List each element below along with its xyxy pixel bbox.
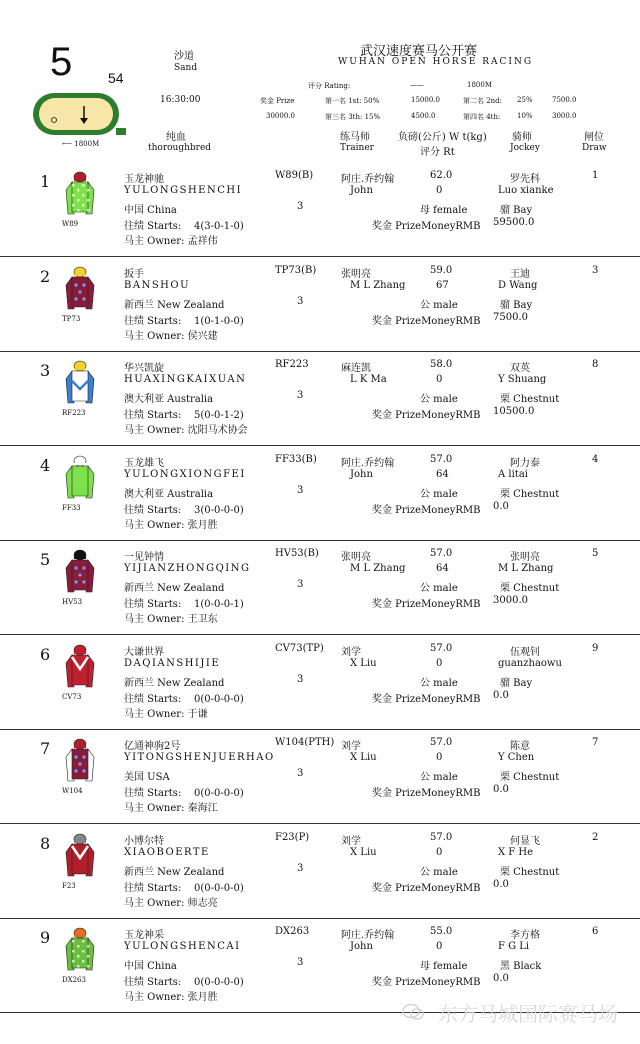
trainer-en: X Liu: [350, 752, 377, 763]
owner-value: 张月胜: [187, 992, 218, 1003]
jockey-en: Y Chen: [498, 752, 535, 763]
owner-label: 马主 Owner:: [124, 330, 185, 342]
runner-number: 9: [40, 928, 51, 947]
jockey-cn: 伍观钊: [510, 646, 540, 658]
trainer-cn: 阿庄.乔约翰: [341, 174, 395, 185]
jockey-silks-icon: [62, 643, 98, 689]
title-cn: 武汉速度赛马公开赛: [360, 44, 478, 59]
owner-row: [124, 327, 218, 342]
horse-name-en: YULONGSHENCAI: [124, 941, 241, 952]
owner-label: 马主 Owner:: [124, 803, 185, 814]
starts-label: 往绩 Starts:: [124, 788, 182, 799]
weight: 57.0: [430, 453, 453, 465]
jockey-silks-icon: [62, 832, 98, 878]
starts-row: [124, 217, 244, 232]
race-number: 5: [50, 40, 73, 84]
starts-row: [124, 501, 244, 516]
draw: 6: [592, 926, 599, 937]
starts-label: 往绩 Starts:: [124, 977, 182, 988]
race-header: [0, 0, 640, 160]
trainer-cn: 刘学: [341, 835, 361, 847]
horse-sex: 公 male: [420, 583, 458, 594]
horse-name-en: YITONGSHENJUERHAO: [124, 752, 275, 763]
prize-4th-label: 第四名 4th:: [463, 113, 501, 121]
starts-row: [124, 406, 244, 421]
prize-2nd: 7500.0: [552, 96, 577, 104]
owner-label: 马主 Owner:: [124, 236, 185, 247]
trainer-cn: 刘学: [341, 646, 361, 658]
horse-name-cn: 华兴凯旋: [124, 363, 164, 374]
starts-row: [124, 595, 244, 610]
prize-money: 10500.0: [493, 406, 535, 417]
trainer-en: John: [350, 941, 373, 952]
trainer-en: M L Zhang: [350, 279, 406, 291]
horse-name-en: YULONGXIONGFEI: [124, 468, 246, 480]
runner-count: 54: [108, 70, 124, 86]
owner-value: 张月胜: [187, 519, 218, 531]
runner-row: [0, 446, 640, 541]
starts-value: 0(0-0-0-0): [194, 693, 244, 705]
silk-code: HV53: [62, 598, 83, 606]
rating: 0: [436, 941, 443, 952]
prize-4th-pct: 10%: [517, 112, 533, 120]
owner-label: 马主 Owner:: [124, 897, 185, 909]
horse-country: 美国 USA: [124, 772, 170, 783]
jockey-en: Y Shuang: [498, 374, 547, 385]
jockey-en: guanzhaowu: [498, 657, 562, 669]
owner-row: [124, 894, 218, 909]
jockey-silks-icon: [62, 548, 98, 594]
horse-name-cn: 亿通神驹2号: [124, 741, 181, 752]
starts-row: [124, 784, 244, 799]
silk-code: W104: [62, 787, 83, 795]
horse-code: TP73(B): [275, 264, 317, 276]
horse-country: 新西兰 New Zealand: [124, 583, 225, 594]
draw: 3: [592, 264, 599, 276]
prize-money-label: 奖金 PrizeMoneyRMB: [372, 410, 481, 421]
rating: 0: [436, 752, 443, 763]
prize-money-label: 奖金 PrizeMoneyRMB: [372, 977, 481, 988]
trainer-cn: 阿庄.乔约翰: [341, 457, 395, 469]
prize-money: 3000.0: [493, 595, 528, 606]
weight: 57.0: [430, 548, 453, 559]
horse-name-en: DAQIANSHIJIE: [124, 657, 221, 669]
horse-name-cn: 扳手: [124, 268, 144, 280]
owner-row: [124, 421, 248, 436]
jockey-silks-icon: [62, 170, 98, 216]
starts-label: 往绩 Starts:: [124, 599, 182, 610]
owner-value: 孟祥伟: [187, 236, 218, 247]
track-icon: [30, 88, 126, 140]
starts-label: 往绩 Starts:: [124, 315, 182, 327]
runner-row: [0, 729, 640, 824]
horse-name-cn: 玉龙神驰: [124, 174, 164, 185]
horse-name-en: XIAOBOERTE: [124, 846, 210, 858]
weight: 57.0: [430, 642, 453, 654]
prize-money: 0.0: [493, 973, 509, 984]
prize-money-label: 奖金 PrizeMoneyRMB: [372, 599, 481, 610]
starts-value: 1(0-0-0-1): [194, 599, 244, 610]
horse-age: 3: [297, 295, 304, 307]
draw: 4: [592, 453, 599, 465]
starts-row: [124, 973, 244, 988]
draw: 9: [592, 642, 599, 654]
horse-code: CV73(TP): [275, 642, 324, 654]
horse-color: 骝 Bay: [500, 299, 533, 311]
starts-row: [124, 690, 244, 705]
rating: 0: [436, 846, 443, 858]
horse-sex: 公 male: [420, 394, 458, 405]
jockey-en: X F He: [498, 846, 534, 858]
jockey-cn: 陈意: [510, 741, 530, 752]
horse-age: 3: [297, 957, 304, 968]
starts-value: 5(0-0-1-2): [194, 410, 244, 421]
starts-label: 往绩 Starts:: [124, 693, 182, 705]
prize-1st-label: 第一名 1st: 50%: [325, 97, 380, 105]
starts-label: 往绩 Starts:: [124, 504, 182, 516]
prize-money-label: 奖金 PrizeMoneyRMB: [372, 693, 481, 705]
runner-number: 3: [40, 361, 51, 380]
jockey-cn: 张明亮: [510, 552, 540, 563]
horse-code: W104(PTH): [275, 737, 335, 748]
prize-money: 59500.0: [493, 217, 535, 228]
prize-money-label: 奖金 PrizeMoneyRMB: [372, 315, 481, 327]
horse-color: 栗 Chestnut: [500, 772, 560, 783]
silk-code: TP73: [62, 314, 81, 323]
horse-age: 3: [297, 673, 304, 685]
horse-color: 栗 Chestnut: [500, 583, 560, 594]
horse-code: RF223: [275, 359, 309, 370]
weight: 62.0: [430, 170, 453, 181]
prize-money-label: 奖金 PrizeMoneyRMB: [372, 504, 481, 516]
jockey-silks-icon: [62, 737, 98, 783]
horse-age: 3: [297, 484, 304, 496]
runner-row: [0, 257, 640, 352]
horse-age: 3: [297, 579, 304, 590]
owner-label: 马主 Owner:: [124, 992, 185, 1003]
breed-cn: 纯血: [166, 132, 186, 143]
horse-sex: 公 male: [420, 299, 458, 311]
trainer-en: John: [350, 185, 373, 196]
owner-row: [124, 232, 218, 247]
rating-label: 评分 Rating:: [308, 82, 351, 90]
horse-color: 黑 Black: [500, 961, 542, 972]
trainer-en: X Liu: [350, 846, 377, 858]
col-jockey-en: Jockey: [510, 143, 540, 153]
horse-name-cn: 大谦世界: [124, 646, 164, 658]
jockey-cn: 罗先科: [510, 174, 540, 185]
runner-number: 5: [40, 550, 51, 569]
owner-value: 沈阳马术协会: [187, 425, 248, 436]
race-distance: 1800M: [467, 81, 492, 89]
starts-label: 往绩 Starts:: [124, 410, 182, 421]
horse-name-cn: 小博尔特: [124, 835, 164, 847]
runner-number: 2: [40, 266, 51, 286]
horse-sex: 公 male: [420, 866, 458, 878]
prize-money: 0.0: [493, 878, 509, 890]
jockey-cn: 李方格: [510, 930, 540, 941]
prize-money: 7500.0: [493, 311, 528, 323]
runner-number: 1: [40, 172, 51, 191]
starts-row: [124, 312, 244, 327]
draw: 5: [592, 548, 599, 559]
horse-color: 骝 Bay: [500, 677, 533, 689]
prize-4th: 3000.0: [552, 112, 577, 120]
trainer-en: John: [350, 468, 373, 480]
trainer-cn: 刘学: [341, 741, 361, 752]
col-trainer-cn: 练马师: [340, 132, 370, 143]
starts-label: 往绩 Starts:: [124, 882, 182, 894]
col-weight: 负磅(公斤) W t(kg): [398, 132, 487, 143]
rating: 0: [436, 374, 443, 385]
trainer-en: L K Ma: [350, 374, 387, 385]
trainer-cn: 阿庄.乔约翰: [341, 930, 395, 941]
runner-row: [0, 540, 640, 635]
horse-country: 新西兰 New Zealand: [124, 866, 225, 878]
jockey-cn: 双英: [510, 363, 530, 374]
jockey-silks-icon: [62, 265, 98, 311]
col-trainer-en: Trainer: [340, 143, 374, 153]
jockey-cn: 王迪: [510, 268, 530, 280]
horse-country: 新西兰 New Zealand: [124, 677, 225, 689]
jockey-silks-icon: [62, 359, 98, 405]
starts-value: 3(0-0-0-0): [194, 504, 244, 516]
prize-money-label: 奖金 PrizeMoneyRMB: [372, 882, 481, 894]
horse-code: FF33(B): [275, 453, 317, 465]
rating: 0: [436, 657, 443, 669]
jockey-cn: 何显飞: [510, 835, 540, 847]
trainer-en: M L Zhang: [350, 563, 406, 574]
rating: 64: [436, 468, 449, 480]
silk-code: DX263: [62, 976, 86, 984]
horse-name-en: HUAXINGKAIXUAN: [124, 374, 247, 385]
horse-color: 骝 Bay: [500, 205, 533, 216]
horse-age: 3: [297, 390, 304, 401]
col-draw-cn: 闸位: [584, 132, 604, 143]
weight: 58.0: [430, 359, 453, 370]
jockey-cn: 阿力泰: [510, 457, 540, 469]
owner-value: 于谦: [187, 708, 208, 720]
trainer-cn: 麻连凯: [341, 363, 371, 374]
weight: 59.0: [430, 264, 453, 276]
owner-value: 王卫东: [187, 614, 218, 625]
draw: 8: [592, 359, 599, 370]
silk-code: RF223: [62, 409, 86, 417]
jockey-en: Luo xianke: [498, 185, 554, 196]
prize-label: 奖金 Prize: [260, 97, 295, 105]
owner-value: 侯兴建: [187, 330, 218, 342]
horse-sex: 公 male: [420, 772, 458, 783]
owner-value: 秦海江: [187, 803, 218, 814]
starts-row: [124, 879, 244, 894]
horse-age: 3: [297, 862, 304, 874]
jockey-silks-icon: [62, 926, 98, 972]
horse-country: 澳大利亚 Australia: [124, 488, 214, 500]
prize-3rd-label: 第三名 3th: 15%: [325, 113, 381, 121]
horse-sex: 母 female: [420, 205, 468, 216]
starts-value: 0(0-0-0-0): [194, 788, 244, 799]
starts-value: 1(0-1-0-0): [194, 315, 244, 327]
weight: 57.0: [430, 737, 453, 748]
prize-money: 0.0: [493, 689, 509, 701]
silk-code: FF33: [62, 503, 81, 512]
runner-row: [0, 351, 640, 446]
owner-row: [124, 799, 218, 814]
horse-code: DX263: [275, 926, 310, 937]
horse-name-cn: 玉龙神采: [124, 930, 164, 941]
horse-color: 栗 Chestnut: [500, 488, 560, 500]
jockey-en: M L Zhang: [498, 563, 554, 574]
owner-value: 师志亮: [187, 897, 218, 909]
prize-3rd: 4500.0: [411, 112, 436, 120]
horse-name-cn: 玉龙雄飞: [124, 457, 164, 469]
starts-value: 0(0-0-0-0): [194, 977, 244, 988]
horse-name-en: YIJIANZHONGQING: [124, 563, 251, 574]
owner-label: 马主 Owner:: [124, 425, 185, 436]
prize-money: 0.0: [493, 500, 509, 512]
horse-color: 栗 Chestnut: [500, 866, 560, 878]
horse-name-en: YULONGSHENCHI: [124, 185, 243, 196]
rating: 67: [436, 279, 449, 291]
title-en: WUHAN OPEN HORSE RACING: [338, 57, 534, 67]
race-time: 16:30:00: [160, 95, 201, 105]
prize-2nd-pct: 25%: [517, 96, 533, 104]
trainer-en: X Liu: [350, 657, 377, 669]
jockey-en: F G Li: [498, 941, 530, 952]
weight: 55.0: [430, 926, 453, 937]
silk-code: W89: [62, 220, 79, 228]
owner-row: [124, 610, 218, 625]
horse-name-cn: 一见钟情: [124, 552, 164, 563]
owner-label: 马主 Owner:: [124, 614, 185, 625]
runner-row: [0, 162, 640, 257]
prize-total: 30000.0: [266, 112, 295, 120]
owner-label: 马主 Owner:: [124, 708, 185, 720]
prize-1st: 15000.0: [411, 96, 440, 104]
jockey-en: D Wang: [498, 279, 538, 291]
horse-country: 中国 China: [124, 205, 177, 216]
owner-row: [124, 516, 218, 531]
horse-sex: 公 male: [420, 677, 458, 689]
starts-value: 4(3-0-1-0): [194, 221, 244, 232]
horse-name-en: BANSHOU: [124, 279, 191, 291]
prize-2nd-label: 第二名 2nd:: [463, 97, 503, 105]
owner-label: 马主 Owner:: [124, 519, 185, 531]
watermark: 东方马城国际赛马场: [438, 1002, 618, 1026]
silk-code: CV73: [62, 692, 82, 701]
trainer-cn: 张明亮: [341, 268, 371, 280]
runner-number: 4: [40, 455, 51, 475]
weight: 57.0: [430, 831, 453, 843]
jockey-en: A litai: [498, 468, 528, 480]
horse-color: 栗 Chestnut: [500, 394, 560, 405]
runner-number: 8: [40, 833, 51, 853]
horse-code: HV53(B): [275, 548, 319, 559]
surface-en: Sand: [174, 63, 198, 73]
horse-age: 3: [297, 768, 304, 779]
prize-money-label: 奖金 PrizeMoneyRMB: [372, 221, 481, 232]
draw: 2: [592, 831, 599, 843]
trainer-cn: 张明亮: [341, 552, 371, 563]
horse-sex: 母 female: [420, 961, 468, 972]
prize-money: 0.0: [493, 784, 509, 795]
col-jockey-cn: 骑师: [512, 132, 532, 143]
jockey-silks-icon: [62, 454, 98, 500]
horse-sex: 公 male: [420, 488, 458, 500]
runner-number: 7: [40, 739, 51, 758]
draw: 1: [592, 170, 599, 181]
horse-code: W89(B): [275, 170, 314, 181]
rating: 64: [436, 563, 449, 574]
breed-en: thoroughbred: [148, 143, 212, 153]
horse-country: 澳大利亚 Australia: [124, 394, 214, 405]
owner-row: [124, 988, 218, 1003]
silk-code: F23: [62, 881, 76, 890]
runner-number: 6: [40, 644, 51, 664]
rating-value: ——: [410, 81, 424, 89]
col-rating: 评分 Rt: [420, 147, 455, 158]
horse-country: 新西兰 New Zealand: [124, 299, 225, 311]
track-distance: ⟵ 1800M: [62, 140, 100, 148]
rating: 0: [436, 185, 443, 196]
runner-row: [0, 635, 640, 730]
col-draw-en: Draw: [582, 143, 607, 153]
prize-money-label: 奖金 PrizeMoneyRMB: [372, 788, 481, 799]
surface-cn: 沙道: [174, 51, 194, 62]
horse-country: 中国 China: [124, 961, 177, 972]
chat-bubble-icon: [402, 1003, 424, 1021]
horse-code: F23(P): [275, 831, 310, 843]
draw: 7: [592, 737, 599, 748]
starts-value: 0(0-0-0-0): [194, 882, 244, 894]
runner-row: [0, 824, 640, 919]
horse-age: 3: [297, 201, 304, 212]
starts-label: 往绩 Starts:: [124, 221, 182, 232]
owner-row: [124, 705, 208, 720]
